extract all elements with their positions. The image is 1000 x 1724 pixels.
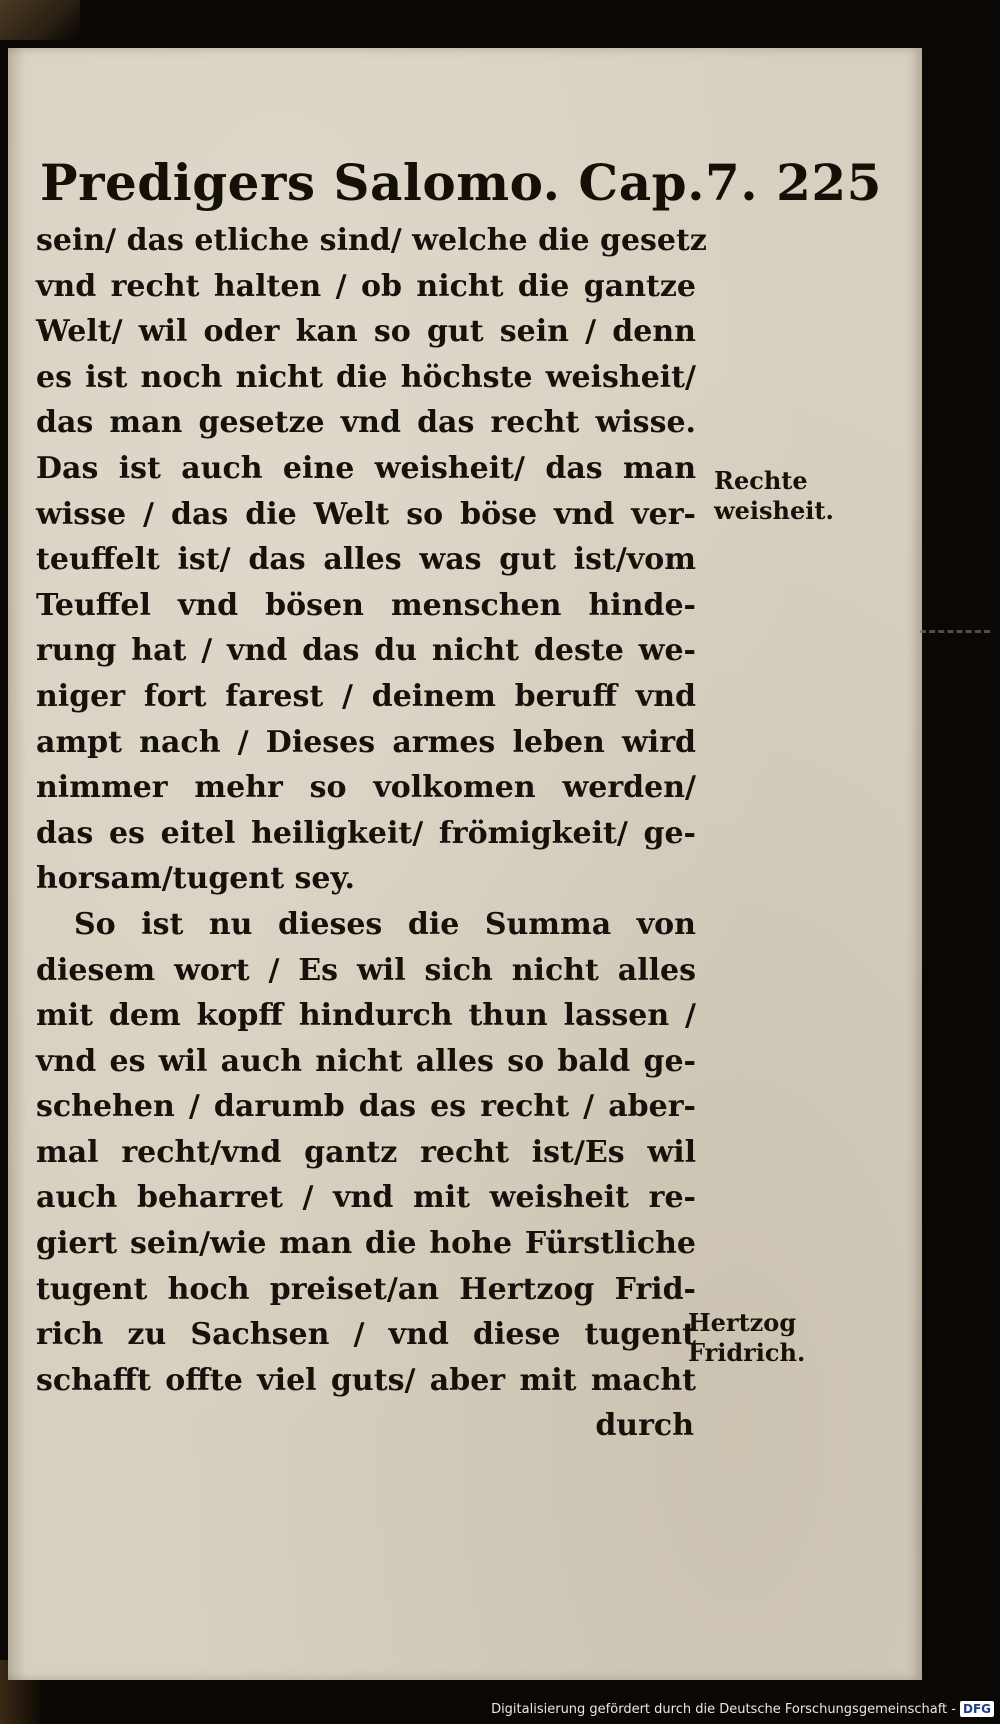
text-line: schafft offte viel guts/ aber mit macht [36,1362,696,1398]
text-line: auch beharret / vnd mit weisheit re- [36,1180,696,1216]
catchword: durch [595,1408,694,1444]
text-line: Teuffel vnd bösen menschen hinde- [36,587,696,623]
text-line: diesem wort / Es wil sich nicht alles [36,952,696,988]
text-line: horsam/tugent sey. [36,861,355,897]
running-head: Predigers Salomo. Cap.7. 225 [40,153,882,212]
text-line: niger fort farest / deinem beruff vnd [36,678,696,714]
text-line: wisse / das die Welt so böse vnd ver- [36,496,696,532]
text-line: das man gesetze vnd das recht wisse. [36,405,696,441]
digitization-credit [491,1698,994,1720]
margin-note-hertzog-fridrich: Hertzog Fridrich. [688,1308,806,1367]
text-line: es ist noch nicht die höchste weisheit/ [36,359,696,395]
text-line: rung hat / vnd das du nicht deste we- [36,633,696,669]
text-line: So ist nu dieses die Summa von [74,906,696,942]
text-line: Das ist auch eine weisheit/ das man [36,450,696,486]
text-line: das es eitel heiligkeit/ frömigkeit/ ge- [36,815,696,851]
text-line: vnd recht halten / ob nicht die gantze [36,268,696,304]
text-line: nimmer mehr so volkomen werden/ [36,770,696,806]
credit-text: Digitalisierung gefördert durch die Deutsche Forschungsgemeinschaft - [491,1701,956,1717]
text-line: sein/ das etliche sind/ welche die gesetz [36,223,707,258]
text-block [36,218,707,1449]
text-line: schehen / darumb das es recht / aber- [36,1089,696,1125]
text-line: teuffelt ist/ das alles was gut ist/vom [36,542,696,578]
dfg-logo: DFG [960,1701,994,1717]
text-line: mit dem kopff hindurch thun lassen / [36,998,696,1034]
page-edge-mark [920,630,990,636]
book-cover-corner [0,0,80,40]
text-line: vnd es wil auch nicht alles so bald ge- [36,1043,696,1079]
text-line: mal recht/vnd gantz recht ist/Es wil [36,1134,696,1170]
text-line: giert sein/wie man die hohe Fürstliche [36,1226,696,1262]
text-line: ampt nach / Dieses armes leben wird [36,724,696,760]
text-line: rich zu Sachsen / vnd diese tugent [36,1317,696,1353]
margin-note-rechte-weisheit: Rechte weisheit. [714,466,834,525]
text-line: Welt/ wil oder kan so gut sein / denn [36,314,696,350]
text-line: tugent hoch preiset/an Hertzog Frid- [36,1271,696,1307]
